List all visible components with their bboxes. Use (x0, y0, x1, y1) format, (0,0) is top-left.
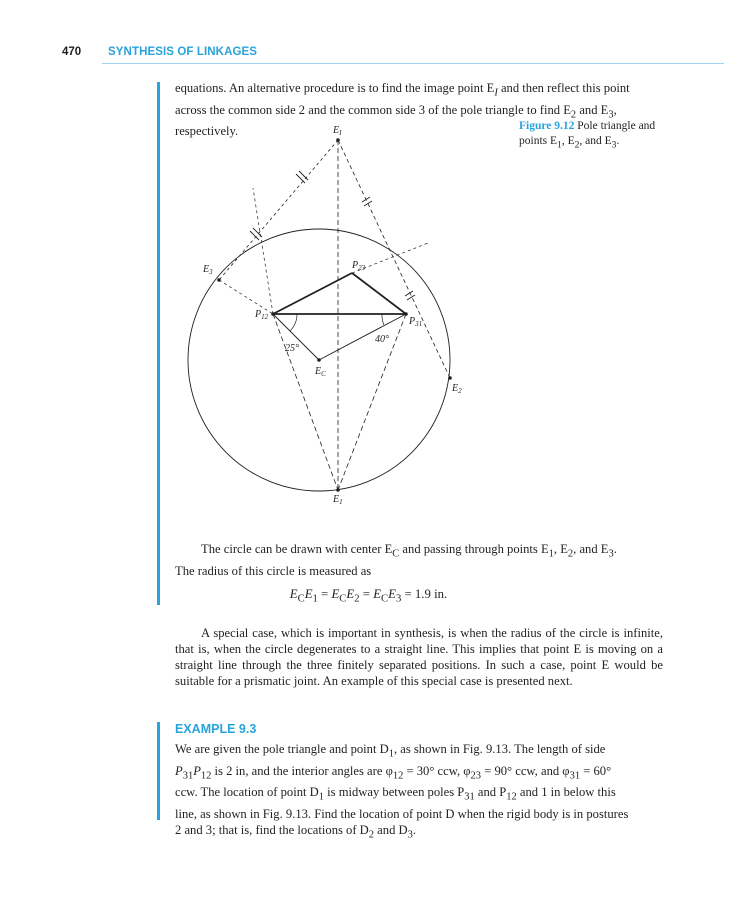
figure-caption: Figure 9.12 Pole triangle and points $E_1$, $E_2$, and $E_3$. (519, 120, 656, 151)
circle-paragraph: The circle can be drawn with center $E_C$ and passing through points $E_1$, $E_2$, and $E_3$. The radius of this circle is measured as (175, 542, 617, 578)
label-angle-25: 25° (285, 343, 299, 354)
label-e1: $E_1$ (333, 494, 343, 506)
line-e3-p12 (219, 280, 273, 314)
line-p12-e1 (273, 314, 338, 490)
intro-line-1: equations. An alternative procedure is to find the image point $E_I$ and then reflect this point (175, 81, 630, 99)
tick-marks (250, 171, 415, 300)
example-body: We are given the pole triangle and point $D_1$, as shown in Fig. 9.13. The length of side $P_{31}P_{12}$ is 2 in, and the interior angles are $\varphi_{12} = 30^\circ$ ccw, $\varphi_{23} = 90^\circ$ ccw, and $\varphi_{31} = 60^\circ$ ccw. The location of point $D_1$ is midway between poles $P_{31}$ and $P_{12}$ and 1 in below this line, as shown in Fig. 9.13. Find the location of point D when the rigid body is in postures 2 and 3; that is, find the locations of $D_2$ and $D_3$. (175, 742, 629, 841)
figure-label: Figure 9.12 (519, 120, 575, 132)
label-p12: $P_{12}$ (255, 309, 269, 321)
special-case-paragraph: A special case, which is important in synthesis, is when the radius of the circle is infinite, that is, when the circle degenerates to a straight line. This implies that point E is moving on a straight line through the three finitely separated positions. In such a case, point E would be suitable for a prismatic joint. An example of this special case is presented next. (175, 626, 663, 688)
side-p23-p31 (352, 273, 406, 314)
intro-line-3: respectively. (175, 124, 239, 139)
chapter-title: SYNTHESIS OF LINKAGES (108, 46, 258, 58)
radius-equation: $E_CE_1 = E_CE_2 = E_CE_3 = 1.9$ in. (289, 587, 448, 605)
point-p12 (271, 312, 275, 316)
intro-line-2: across the common side 2 and the common side 3 of the pole triangle to find $E_2$ and $E_3$, (175, 102, 617, 121)
label-ei: $E_I$ (333, 125, 342, 137)
example-heading: EXAMPLE 9.3 (175, 722, 257, 736)
point-p31 (404, 312, 408, 316)
label-ec: $E_C$ (315, 366, 326, 378)
point-e3 (217, 278, 221, 282)
angle-arc-40 (382, 314, 384, 325)
point-e1 (336, 488, 340, 492)
line-p31-e1 (338, 314, 406, 490)
label-angle-40: 40° (375, 334, 389, 345)
point-ei (336, 138, 340, 142)
angle-arc-25 (290, 314, 297, 331)
point-ec (317, 358, 321, 362)
label-p23: $P_{23}$ (352, 260, 366, 272)
page-number: 470 (62, 46, 82, 58)
label-p31: $P_{31}$ (409, 316, 423, 328)
side-p12-p23 (273, 273, 352, 314)
point-e2 (448, 376, 452, 380)
line-p31-ec (319, 314, 406, 360)
label-e2: $E_2$ (452, 383, 462, 395)
line-ei-e3 (219, 140, 338, 280)
line-ei-e2 (338, 140, 450, 378)
line-p12-up (253, 188, 273, 314)
label-e3: $E_3$ (203, 264, 213, 276)
